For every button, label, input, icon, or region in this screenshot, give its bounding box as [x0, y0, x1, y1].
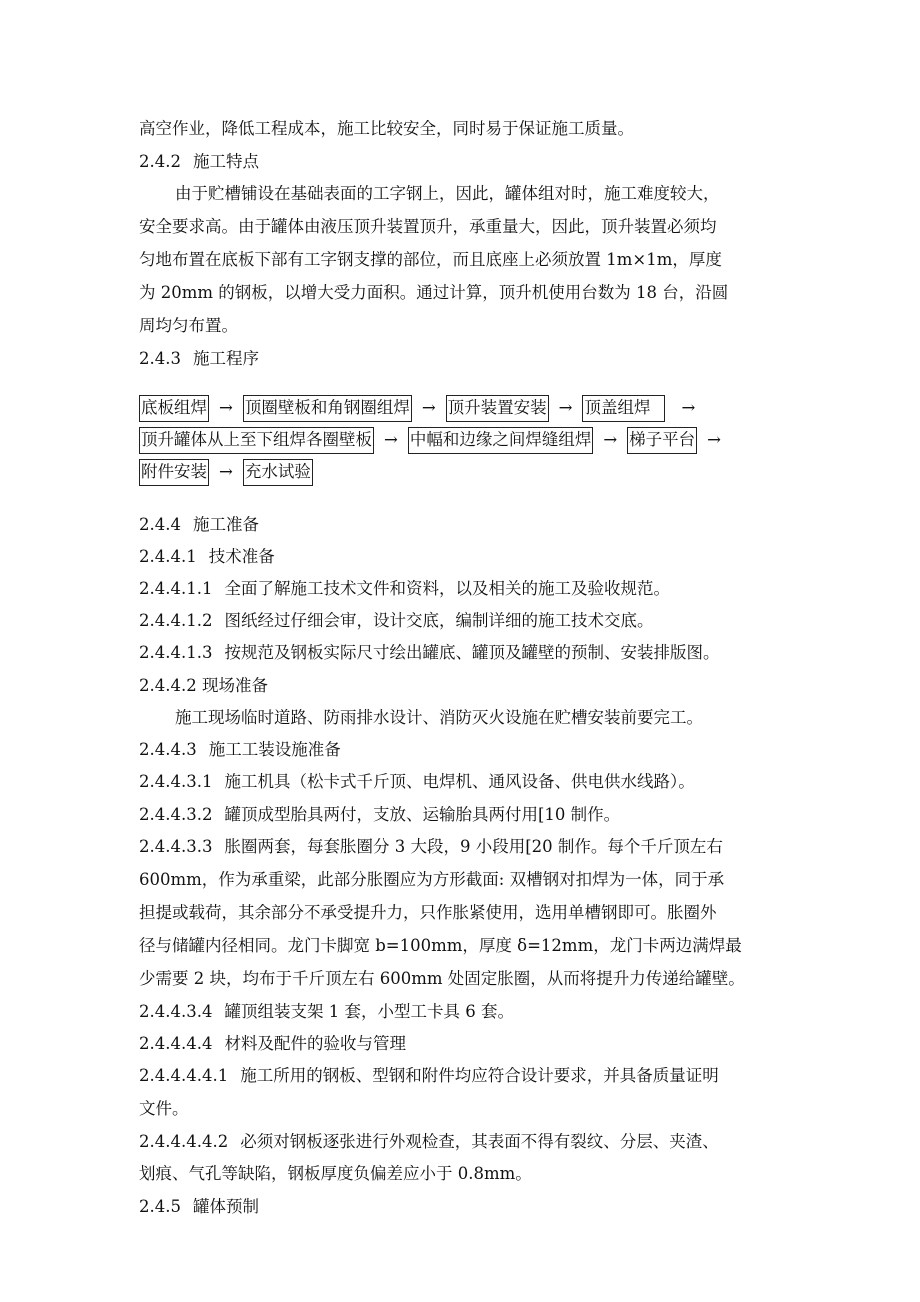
flow-step: 顶盖组焊 — [582, 395, 665, 422]
heading-number: 2.4.4.2 — [139, 676, 197, 695]
flow-row-3 — [139, 459, 313, 486]
arrow-icon: → — [603, 430, 618, 449]
flow-step: 充水试验 — [243, 459, 313, 486]
item-number: 2.4.4.4.4.1 — [139, 1066, 229, 1085]
item-text: 罐顶组装支架 1 套，小型工卡具 6 套。 — [224, 1002, 514, 1021]
paragraph-line: 文件。 — [139, 1099, 189, 1118]
heading-title: 现场准备 — [201, 676, 268, 695]
arrow-icon: → — [421, 398, 436, 417]
arrow-icon: → — [384, 430, 398, 449]
item-2-4-4-1-3 — [139, 643, 719, 663]
flow-step: 顶升装置安装 — [446, 395, 549, 422]
heading-title: 施工工装设施准备 — [208, 740, 341, 759]
item-2-4-4-3-1 — [139, 772, 695, 792]
arrow-icon: → — [681, 398, 696, 417]
paragraph-line: 划痕、气孔等缺陷，钢板厚度负偏差应小于 0.8mm。 — [139, 1164, 532, 1183]
item-text: 按规范及钢板实际尺寸绘出罐底、罐顶及罐壁的预制、安装排版图。 — [224, 643, 720, 662]
flow-step: 底板组焊 — [139, 395, 209, 422]
item-number: 2.4.4.3.4 — [139, 1002, 213, 1021]
item-2-4-4-4-4-2 — [139, 1132, 719, 1152]
heading-title: 施工准备 — [192, 515, 259, 534]
intro-line: 高空作业，降低工程成本，施工比较安全，同时易于保证施工质量。 — [139, 119, 634, 138]
paragraph-line: 为 20mm 的钢板，以增大受力面积。通过计算，顶升机使用台数为 18 台，沿圆 — [139, 283, 729, 302]
arrow-icon: → — [219, 462, 233, 481]
item-text: 罐顶成型胎具两付，支放、运输胎具两付用[10 制作。 — [224, 805, 621, 824]
item-text: 图纸经过仔细会审，设计交底，编制详细的施工技术交底。 — [224, 611, 654, 630]
item-number: 2.4.4.1.3 — [139, 643, 213, 662]
site-prep-text: 施工现场临时道路、防雨排水设计、消防灭火设施在贮槽安装前要完工。 — [175, 708, 703, 727]
heading-2-4-4-2 — [139, 676, 268, 696]
item-text: 材料及配件的验收与管理 — [224, 1034, 406, 1053]
item-text: 施工机具（松卡式千斤顶、电焊机、通风设备、供电供水线路）。 — [224, 772, 695, 791]
paragraph-line: 600mm，作为承重梁，此部分胀圈应为方形截面: 双槽钢对扣焊为一体，同于承 — [139, 870, 725, 889]
item-text: 胀圈两套，每套胀圈分 3 大段，9 小段用[20 制作。每个千斤顶左右 — [224, 837, 723, 856]
heading-2-4-4-1 — [139, 547, 275, 567]
item-text: 施工所用的钢板、型钢和附件均应符合设计要求，并具备质量证明 — [240, 1066, 719, 1085]
paragraph-line: 由于贮槽铺设在基础表面的工字钢上，因此，罐体组对时，施工难度较大， — [175, 184, 720, 203]
paragraph-line: 径与储罐内径相同。龙门卡脚宽 b=100mm，厚度 δ=12mm，龙门卡两边满焊最 — [139, 936, 742, 955]
item-2-4-4-1-1 — [139, 579, 670, 599]
item-number: 2.4.4.1.2 — [139, 611, 213, 630]
heading-number: 2.4.3 — [139, 349, 181, 368]
arrow-icon: → — [219, 398, 233, 417]
heading-number: 2.4.4.3 — [139, 740, 197, 759]
flow-step: 顶圈壁板和角钢圈组焊 — [243, 395, 412, 422]
heading-title: 罐体预制 — [192, 1197, 259, 1216]
item-number: 2.4.4.4.4 — [139, 1034, 213, 1053]
item-number: 2.4.4.3.1 — [139, 772, 213, 791]
heading-number: 2.4.4 — [139, 515, 181, 534]
heading-title: 施工特点 — [192, 152, 259, 171]
heading-number: 2.4.4.1 — [139, 547, 197, 566]
item-2-4-4-3-4 — [139, 1002, 514, 1022]
heading-2-4-5 — [139, 1197, 259, 1217]
heading-2-4-2 — [139, 152, 259, 172]
paragraph-line: 周均匀布置。 — [139, 316, 238, 335]
paragraph-line: 少需要 2 块，均布于千斤顶左右 600mm 处固定胀圈，从而将提升力传递给罐壁。 — [139, 969, 745, 988]
flow-row-1 — [139, 395, 705, 422]
heading-2-4-4-3 — [139, 740, 341, 760]
heading-number: 2.4.5 — [139, 1197, 181, 1216]
item-2-4-4-4-4 — [139, 1034, 406, 1054]
flow-step: 附件安装 — [139, 459, 209, 486]
item-2-4-4-3-3 — [139, 837, 723, 857]
item-number: 2.4.4.1.1 — [139, 579, 213, 598]
flow-row-2 — [139, 427, 731, 454]
flow-step: 梯子平台 — [627, 427, 697, 454]
item-text: 全面了解施工技术文件和资料，以及相关的施工及验收规范。 — [224, 579, 670, 598]
item-2-4-4-4-4-1 — [139, 1066, 719, 1086]
item-number: 2.4.4.3.3 — [139, 837, 213, 856]
arrow-icon: → — [558, 398, 573, 417]
flow-step: 顶升罐体从上至下组焊各圈壁板 — [139, 427, 374, 454]
heading-title: 技术准备 — [208, 547, 275, 566]
heading-title: 施工程序 — [192, 349, 259, 368]
paragraph-line: 担提或载荷，其余部分不承受提升力，只作胀紧使用，选用单槽钢即可。胀圈外 — [139, 903, 717, 922]
paragraph-line: 匀地布置在底板下部有工字钢支撑的部位，而且底座上必须放置 1m×1m，厚度 — [139, 250, 722, 269]
item-2-4-4-3-2 — [139, 805, 620, 825]
item-text: 必须对钢板逐张进行外观检查，其表面不得有裂纹、分层、夹渣、 — [240, 1132, 719, 1151]
heading-2-4-3 — [139, 349, 259, 369]
item-2-4-4-1-2 — [139, 611, 653, 631]
flow-step: 中幅和边缘之间焊缝组焊 — [408, 427, 594, 454]
heading-number: 2.4.2 — [139, 152, 181, 171]
item-number: 2.4.4.4.4.2 — [139, 1132, 229, 1151]
paragraph-line: 安全要求高。由于罐体由液压顶升装置顶升，承重量大，因此，顶升装置必须均 — [139, 217, 717, 236]
item-number: 2.4.4.3.2 — [139, 805, 213, 824]
heading-2-4-4 — [139, 515, 259, 535]
arrow-icon: → — [707, 430, 721, 449]
